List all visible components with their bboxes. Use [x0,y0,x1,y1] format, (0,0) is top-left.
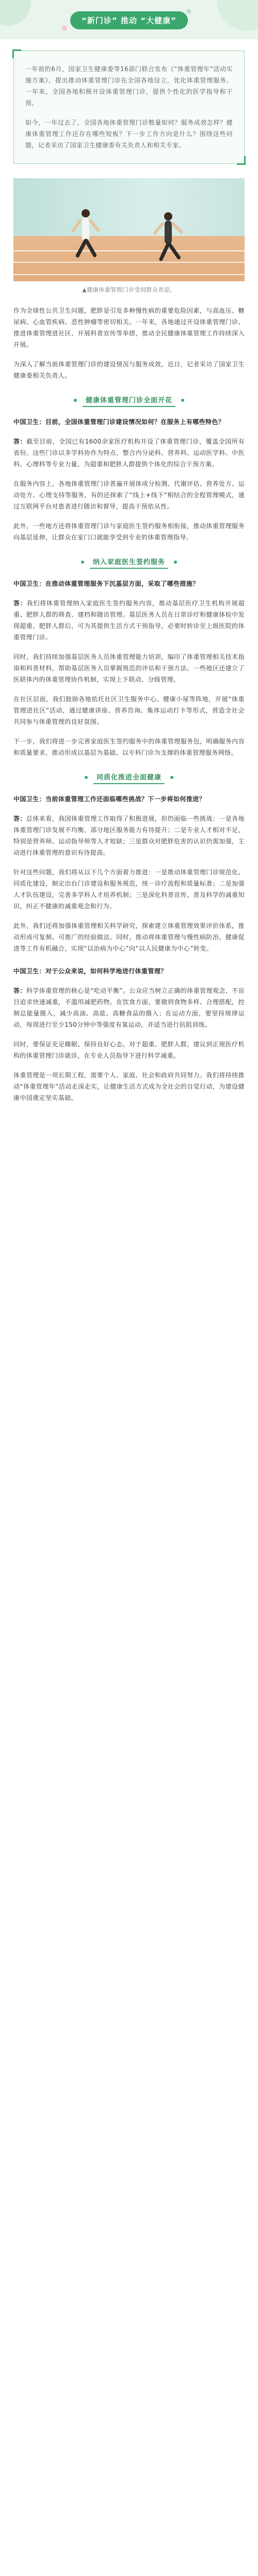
question-text: 当前体重管理工作还面临哪些挑战？下一步将如何推进？ [45,795,206,803]
heading-dot [85,776,88,779]
question [13,793,245,805]
section-title: 健康体重管理门诊全面开花 [83,395,175,407]
answer-paragraph: 在社区层面，我们鼓励各地依托社区卫生服务中心、健康小屋等阵地，开展“体重管理进社区”活动，通过健康讲座、营养咨询、集体运动打卡等形式，营造全社会共同参与体重管理的良好氛围。 [13,696,245,725]
question-text: 对于公众来说，如何科学地进行体重管理？ [45,968,167,975]
answer-paragraph: 下一步，我们将进一步完善家庭医生签约服务中的体重管理服务包，明确服务内容和质量要求，推动形成以基层为基础、以专科门诊为支撑的体重管理服务网络。 [13,738,245,756]
answer-label: 答： [13,815,26,822]
heading-dot [81,561,84,564]
answer [13,598,245,643]
question-label: 中国卫生： [13,795,46,803]
corner-decoration [12,49,21,58]
section-title: 同质化推进全面健康 [93,772,165,784]
heading-dot [181,399,184,402]
heading-dot [74,399,77,402]
answer-paragraph: 针对这些问题，我们将从以下几个方面着力推进：一是推动体重管理门诊规范化、同质化建设，制定出台门诊建设和服务规范，统一诊疗流程和质量标准；二是加强人才队伍建设，完善多学科人才培养机制；三是深化科普宣传，普及科学的减重知识，纠正不健康的减重观念和行为。 [13,869,245,910]
answer-paragraph: 同时，我们持续加强基层医务人员体重管理能力培训，编印了体重管理相关技术指南和科普材料，帮助基层医务人员掌握规范的评估和干预方法。一些地区还建立了医联体内的体重管理协作机制，实现上下联动、分级管理。 [13,653,245,683]
answer-label: 答： [13,438,27,445]
answer [13,985,245,1030]
question-text: 在推动体重管理服务下沉基层方面，采取了哪些措施？ [45,580,199,587]
question-label: 中国卫生： [13,580,46,587]
intro-box [13,50,245,164]
answer-paragraph: 此外，我们还将加强体重管理相关科学研究，探索建立体重管理效果评价体系，推动形成可复制、可推广的经验做法。同时，推动将体重管理与慢性病防治、健康促进等工作有机融合，实现“以治病为中心”向“以人民健康为中心”转变。 [13,922,245,952]
decorative-circle [217,0,258,31]
heading-dot [174,561,177,564]
question [13,416,245,428]
answer-text: 科学体重管理的核心是“吃动平衡”。公众应当树立正确的体重管理观念，不盲目追求快速减重，不滥用减肥药物。在饮食方面，要做到食物多样、合理搭配，控制总能量摄入，减少高油、高盐、高糖食品的摄入；在运动方面，要坚持规律运动，每周进行至少150分钟中等强度有氧运动，并适当进行抗阻训练。 [13,987,245,1028]
question-label: 中国卫生： [13,968,46,975]
decorative-dot [187,9,191,13]
answer-paragraph: 同时，要保证充足睡眠、保持良好心态。对于超重、肥胖人群，建议到正规医疗机构的体重管理门诊就诊，在专业人员指导下进行科学减重。 [13,1041,245,1059]
section-heading [13,772,245,784]
photo-caption: ▲健康体重管理门诊受到群众欢迎。 [82,286,176,293]
answer [13,813,245,858]
question-label: 中国卫生： [13,418,46,426]
answer-label: 答： [13,987,26,994]
hero-banner [0,0,258,39]
heading-dot [170,776,173,779]
decorative-dot [62,26,67,31]
body-paragraph: 为深入了解当前体重管理门诊的建设情况与服务成效，近日，记者采访了国家卫生健康委相关负责人。 [13,361,245,379]
intro-paragraph: 如今，一年过去了，全国各地体重管理门诊数量如何？服务成效怎样？健康体重管理工作还存在哪些短板？下一步工作方向是什么？围绕这些问题，记者采访了国家卫生健康委有关负责人和相关专家。 [25,119,233,149]
answer [13,436,245,470]
corner-decoration [237,156,246,165]
answer-text: 截至目前，全国已有1600余家医疗机构开设了体重管理门诊，覆盖全国所有省份。这些门诊以多学科协作为特点，整合内分泌科、营养科、运动医学科、中医科、心理科等专业力量，为超重和肥胖人群提供个体化的综合干预方案。 [13,438,245,468]
intro-paragraph: 一年前的6月，国家卫生健康委等16部门联合发布《“体重管理年”活动实施方案》，提出推动体重管理门诊在全国各地设立，优化体重管理服务。一年来，全国各地积极开设体重管理门诊，提供个性化的医学指导和干预。 [25,65,233,107]
answer-text: 总体来看，我国体重管理工作取得了积极进展，但仍面临一些挑战：一是各地体重管理门诊发展不均衡，部分地区服务能力有待提升；二是专业人才相对不足，特别是营养师、运动指导师等人才短缺；三是群众对肥胖危害的认识仍需加强，主动进行体重管理的意识有待提高。 [13,815,245,856]
question [13,965,245,977]
section-heading [13,395,245,407]
answer-paragraph: 体重管理是一项长期工程，需要个人、家庭、社会和政府共同努力。我们将持续推动“体重管理年”活动走深走实，让健康生活方式成为全社会的自觉行动，为建设健康中国奠定坚实基础。 [13,1072,245,1101]
answer-paragraph: 此外，一些地方还将体重管理门诊与家庭医生签约服务相衔接，推动体重管理服务向基层延伸，让群众在家门口就能享受到专业的体重管理指导。 [13,522,245,541]
section-title: 纳入家庭医生签约服务 [90,556,168,569]
answer-label: 答： [13,600,27,607]
answer-paragraph: 在服务内容上，各地体重管理门诊普遍开展体成分检测、代谢评估、营养处方、运动处方、心理支持等服务，有的还探索了“线上+线下”相结合的全程管理模式，通过互联网平台对患者进行随访和督导，提高干预依从性。 [13,480,245,510]
section-heading [13,556,245,569]
decorative-circle [0,0,31,26]
question-text: 目前，全国体重管理门诊建设情况如何？在服务上有哪些特色？ [45,418,225,426]
body-paragraph: 作为全球性公共卫生问题，肥胖是引发多种慢性病的重要危险因素，与高血压、糖尿病、心血管疾病、恶性肿瘤等密切相关。一年来，各地通过开设体重管理门诊、推进体重管理进社区、开展科普宣传等举措，推动全民健康体重管理工作持续深入开展。 [13,307,245,348]
article-photo [13,178,245,281]
question [13,578,245,589]
article-title: “新门诊” 推动 “大健康” [70,11,188,29]
answer-text: 我们将体重管理纳入家庭医生签约服务内容，推动基层医疗卫生机构开展超重、肥胖人群的筛查、建档和随访管理。基层医务人员在日常诊疗和健康体检中发现超重、肥胖人群后，可为其提供生活方式干预指导，必要时转诊至上级医院的体重管理门诊。 [13,600,245,641]
